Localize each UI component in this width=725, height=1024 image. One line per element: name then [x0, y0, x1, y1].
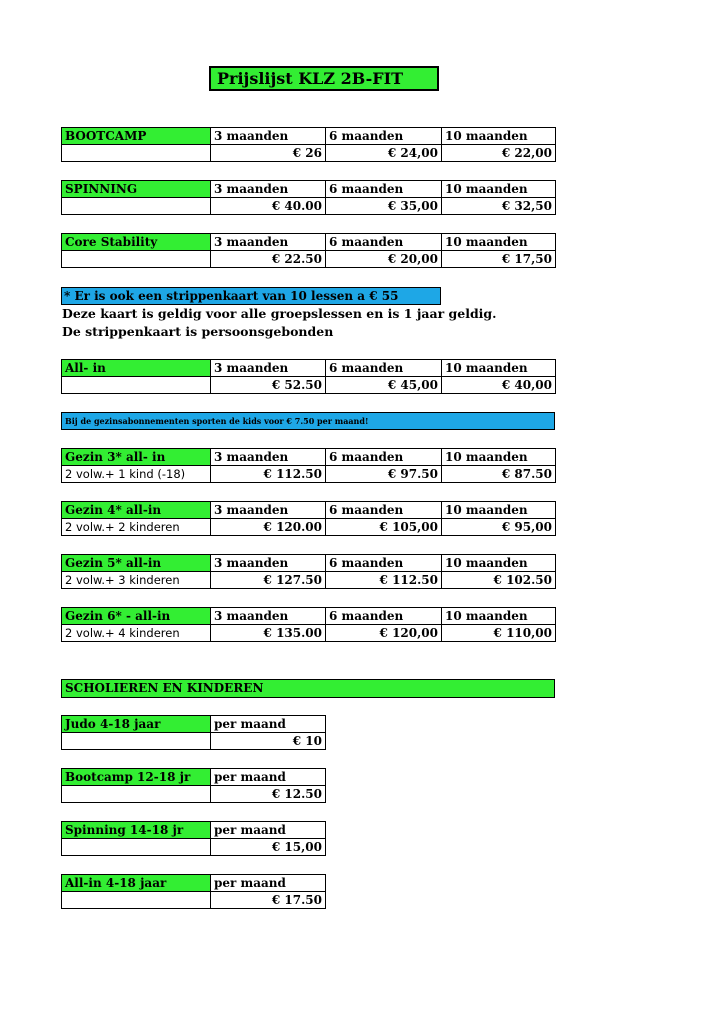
- price-6: € 120,00: [326, 625, 442, 642]
- price-month: € 15,00: [211, 839, 326, 856]
- plan-description: [62, 839, 211, 856]
- period-3-label: 3 maanden: [211, 502, 326, 519]
- table-header-row: [62, 555, 556, 572]
- period-10-label: 10 maanden: [442, 234, 556, 251]
- spinning-junior-price-table: [61, 821, 326, 856]
- plan-name: Spinning 14-18 jr: [62, 822, 211, 839]
- period-10-label: 10 maanden: [442, 608, 556, 625]
- plan-description: 2 volw.+ 4 kinderen: [62, 625, 211, 642]
- period-6-label: 6 maanden: [326, 181, 442, 198]
- all-in-price-table: [61, 359, 556, 394]
- table-row: [62, 519, 556, 536]
- plan-description: [62, 251, 211, 268]
- gezin-3-price-table: [61, 448, 556, 483]
- period-10-label: 10 maanden: [442, 502, 556, 519]
- table-row: [62, 145, 556, 162]
- plan-description: 2 volw.+ 2 kinderen: [62, 519, 211, 536]
- period-month-label: per maand: [211, 822, 326, 839]
- price-3: € 135.00: [211, 625, 326, 642]
- plan-name: Gezin 4* all-in: [62, 502, 211, 519]
- plan-description: [62, 786, 211, 803]
- table-header-row: [62, 822, 326, 839]
- table-row: [62, 733, 326, 750]
- table-row: [62, 892, 326, 909]
- price-6: € 112.50: [326, 572, 442, 589]
- price-3: € 120.00: [211, 519, 326, 536]
- table-header-row: [62, 234, 556, 251]
- plan-description: [62, 377, 211, 394]
- period-10-label: 10 maanden: [442, 181, 556, 198]
- table-header-row: [62, 128, 556, 145]
- period-3-label: 3 maanden: [211, 234, 326, 251]
- plan-name: Judo 4-18 jaar: [62, 716, 211, 733]
- price-10: € 110,00: [442, 625, 556, 642]
- price-3: € 112.50: [211, 466, 326, 483]
- period-3-label: 3 maanden: [211, 449, 326, 466]
- period-6-label: 6 maanden: [326, 128, 442, 145]
- table-row: [62, 625, 556, 642]
- price-3: € 26: [211, 145, 326, 162]
- price-3: € 40.00: [211, 198, 326, 215]
- table-row: [62, 839, 326, 856]
- table-row: [62, 251, 556, 268]
- strippenkaart-banner: * Er is ook een strippenkaart van 10 lessen a € 55: [61, 287, 441, 305]
- plan-name: BOOTCAMP: [62, 128, 211, 145]
- period-10-label: 10 maanden: [442, 360, 556, 377]
- plan-name: Gezin 6* - all-in: [62, 608, 211, 625]
- plan-description: [62, 892, 211, 909]
- price-6: € 20,00: [326, 251, 442, 268]
- period-month-label: per maand: [211, 769, 326, 786]
- plan-name: Bootcamp 12-18 jr: [62, 769, 211, 786]
- page-title: Prijslijst KLZ 2B-FIT: [209, 66, 439, 91]
- price-10: € 17,50: [442, 251, 556, 268]
- plan-name: All- in: [62, 360, 211, 377]
- period-3-label: 3 maanden: [211, 608, 326, 625]
- price-10: € 32,50: [442, 198, 556, 215]
- price-6: € 45,00: [326, 377, 442, 394]
- family-subscription-banner: Bij de gezinsabonnementen sporten de kids voor € 7.50 per maand!: [61, 412, 555, 430]
- table-row: [62, 786, 326, 803]
- plan-name: SPINNING: [62, 181, 211, 198]
- bootcamp-junior-price-table: [61, 768, 326, 803]
- scholieren-heading: SCHOLIEREN EN KINDEREN: [61, 679, 555, 698]
- price-6: € 105,00: [326, 519, 442, 536]
- gezin-5-price-table: [61, 554, 556, 589]
- period-10-label: 10 maanden: [442, 128, 556, 145]
- period-month-label: per maand: [211, 716, 326, 733]
- price-10: € 87.50: [442, 466, 556, 483]
- price-10: € 40,00: [442, 377, 556, 394]
- judo-price-table: [61, 715, 326, 750]
- period-6-label: 6 maanden: [326, 234, 442, 251]
- table-header-row: [62, 502, 556, 519]
- strippenkaart-personal-text: De strippenkaart is persoonsgebonden: [62, 324, 334, 339]
- plan-description: 2 volw.+ 1 kind (-18): [62, 466, 211, 483]
- plan-name: Gezin 5* all-in: [62, 555, 211, 572]
- table-header-row: [62, 716, 326, 733]
- table-row: [62, 572, 556, 589]
- period-6-label: 6 maanden: [326, 555, 442, 572]
- period-6-label: 6 maanden: [326, 360, 442, 377]
- price-10: € 22,00: [442, 145, 556, 162]
- table-row: [62, 466, 556, 483]
- period-6-label: 6 maanden: [326, 502, 442, 519]
- plan-name: Core Stability: [62, 234, 211, 251]
- period-month-label: per maand: [211, 875, 326, 892]
- table-header-row: [62, 360, 556, 377]
- period-6-label: 6 maanden: [326, 608, 442, 625]
- period-3-label: 3 maanden: [211, 360, 326, 377]
- price-6: € 35,00: [326, 198, 442, 215]
- period-10-label: 10 maanden: [442, 449, 556, 466]
- core-stability-price-table: [61, 233, 556, 268]
- period-3-label: 3 maanden: [211, 555, 326, 572]
- plan-description: [62, 733, 211, 750]
- price-6: € 24,00: [326, 145, 442, 162]
- gezin-6-price-table: [61, 607, 556, 642]
- plan-name: All-in 4-18 jaar: [62, 875, 211, 892]
- price-month: € 10: [211, 733, 326, 750]
- period-10-label: 10 maanden: [442, 555, 556, 572]
- table-row: [62, 198, 556, 215]
- period-3-label: 3 maanden: [211, 181, 326, 198]
- plan-description: [62, 145, 211, 162]
- table-row: [62, 377, 556, 394]
- period-3-label: 3 maanden: [211, 128, 326, 145]
- price-3: € 22.50: [211, 251, 326, 268]
- gezin-4-price-table: [61, 501, 556, 536]
- period-6-label: 6 maanden: [326, 449, 442, 466]
- all-in-junior-price-table: [61, 874, 326, 909]
- plan-name: Gezin 3* all- in: [62, 449, 211, 466]
- price-10: € 95,00: [442, 519, 556, 536]
- plan-description: 2 volw.+ 3 kinderen: [62, 572, 211, 589]
- price-10: € 102.50: [442, 572, 556, 589]
- bootcamp-price-table: [61, 127, 556, 162]
- table-header-row: [62, 875, 326, 892]
- table-header-row: [62, 769, 326, 786]
- price-month: € 12.50: [211, 786, 326, 803]
- table-header-row: [62, 181, 556, 198]
- price-3: € 127.50: [211, 572, 326, 589]
- table-header-row: [62, 608, 556, 625]
- price-6: € 97.50: [326, 466, 442, 483]
- price-month: € 17.50: [211, 892, 326, 909]
- plan-description: [62, 198, 211, 215]
- price-3: € 52.50: [211, 377, 326, 394]
- strippenkaart-validity-text: Deze kaart is geldig voor alle groepslessen en is 1 jaar geldig.: [62, 306, 497, 321]
- spinning-price-table: [61, 180, 556, 215]
- table-header-row: [62, 449, 556, 466]
